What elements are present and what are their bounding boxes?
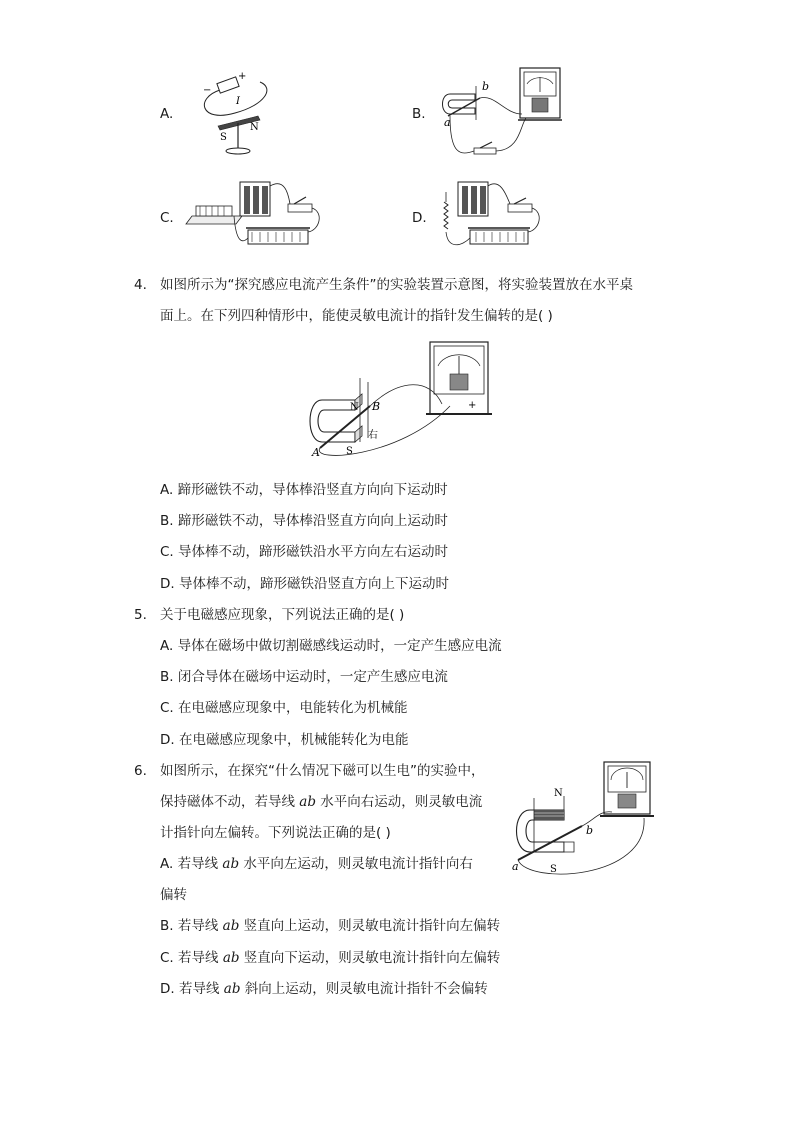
option-d[interactable]: D. 导体棒不动，蹄形磁铁沿竖直方向上下运动时: [160, 576, 449, 592]
fig-label-N: N: [350, 402, 359, 413]
option-a[interactable]: A. 蹄形磁铁不动，导体棒沿竖直方向向下运动时: [160, 482, 448, 498]
option-a-continuation: 偏转: [160, 887, 187, 903]
question-number: 5.: [134, 607, 147, 623]
fig-label: a: [444, 116, 451, 129]
option-letter: B.: [412, 106, 426, 122]
option-c[interactable]: C. 在电磁感应现象中，电能转化为机械能: [160, 700, 408, 716]
question-stem: 如图所示为“探究感应电流产生条件”的实验装置示意图，将实验装置放在水平桌: [160, 277, 633, 293]
fig-label: +: [238, 71, 247, 82]
q3-figure-c: [184, 172, 334, 257]
fig-label-b: b: [586, 824, 594, 837]
fig-label: N: [250, 122, 259, 133]
question-stem: 如图所示，在探究“什么情况下磁可以生电”的实验中，: [160, 763, 485, 779]
fig-label-N: N: [554, 788, 563, 799]
option-a[interactable]: A. 导体在磁场中做切割磁感线运动时，一定产生感应电流: [160, 638, 502, 654]
fig-label-B: B: [372, 400, 381, 413]
fig-label-S: S: [550, 864, 557, 875]
fig-label-S: S: [346, 446, 353, 457]
question-number: 6.: [134, 763, 147, 779]
option-d[interactable]: D. 在电磁感应现象中，机械能转化为电能: [160, 732, 409, 748]
question-stem: 保持磁体不动，若导线 ab 水平向右运动，则灵敏电流: [160, 794, 483, 810]
fig-label-A: A: [312, 446, 320, 459]
option-a[interactable]: A. 若导线 ab 水平向左运动，则灵敏电流计指针向右: [160, 856, 473, 872]
q3-figure-b: [440, 64, 580, 164]
option-letter: D.: [412, 210, 427, 226]
fig-label: S: [220, 132, 227, 143]
fig-label: −: [203, 85, 212, 96]
option-b[interactable]: B. 蹄形磁铁不动，导体棒沿竖直方向向上运动时: [160, 513, 448, 529]
option-c[interactable]: C. 若导线 ab 竖直向下运动，则灵敏电流计指针向左偏转: [160, 950, 501, 966]
option-c[interactable]: C. 导体棒不动，蹄形磁铁沿水平方向左右运动时: [160, 544, 449, 560]
fig-label: b: [482, 80, 490, 93]
fig-label-plus: +: [468, 400, 477, 411]
fig-label-right: 右: [368, 430, 378, 441]
fig-label-a: a: [512, 860, 519, 873]
option-b[interactable]: B. 若导线 ab 竖直向上运动，则灵敏电流计指针向左偏转: [160, 918, 501, 934]
option-d[interactable]: D. 若导线 ab 斜向上运动，则灵敏电流计指针不会偏转: [160, 981, 488, 997]
q6-figure: [508, 760, 658, 880]
question-number: 4.: [134, 277, 147, 293]
q4-figure: [300, 338, 500, 463]
option-letter: C.: [160, 210, 174, 226]
fig-label: I: [236, 96, 240, 107]
option-b[interactable]: B. 闭合导体在磁场中运动时，一定产生感应电流: [160, 669, 448, 685]
question-stem: 面上。在下列四种情形中，能使灵敏电流计的指针发生偏转的是( ): [160, 308, 553, 324]
question-stem: 计指针向左偏转。下列说法正确的是( ): [160, 825, 391, 841]
q3-figure-d: [432, 172, 552, 257]
question-stem: 关于电磁感应现象，下列说法正确的是( ): [160, 607, 405, 623]
option-letter: A.: [160, 106, 174, 122]
q3-figure-a: [190, 68, 310, 158]
